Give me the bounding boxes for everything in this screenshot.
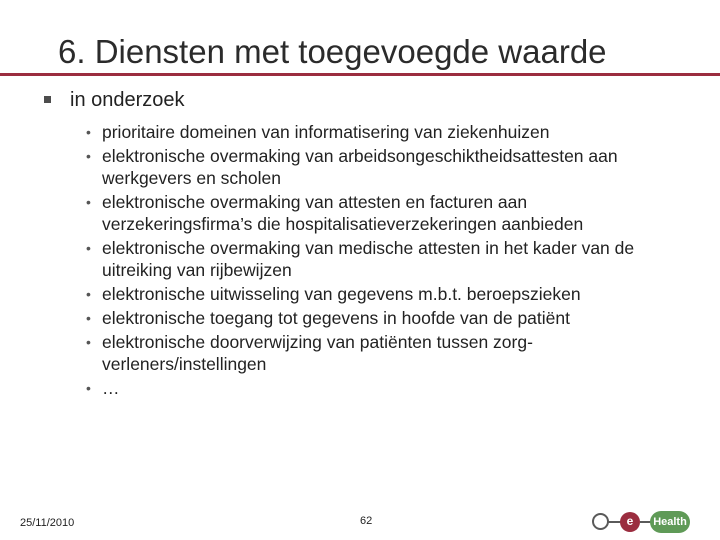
list-item-text: elektronische doorverwijzing van patiënten tussen zorg-verleners/instellingen — [102, 332, 533, 374]
bullet-dot-icon: • — [86, 380, 91, 396]
list-item-text: elektronische overmaking van attesten en facturen aan verzekeringsfirma’s die hospitalisatieverzekeringen aanbieden — [102, 192, 584, 234]
list-item — [86, 145, 682, 189]
list-item — [86, 191, 682, 235]
list-item-text: prioritaire domeinen van informatisering van ziekenhuizen — [102, 122, 550, 142]
square-bullet-icon — [44, 96, 51, 103]
bullet-dot-icon: • — [86, 240, 91, 256]
list-item-text: elektronische toegang tot gegevens in hoofde van de patiënt — [102, 308, 570, 328]
ehealth-logo — [590, 507, 690, 537]
bullet-dot-icon: • — [86, 310, 91, 326]
bullet-dot-icon: • — [86, 148, 91, 164]
logo-health-pill: Health — [650, 511, 690, 533]
page-number: 62 — [360, 515, 373, 527]
level1-text: in onderzoek — [70, 89, 185, 111]
footer-date: 25/11/2010 — [20, 517, 75, 529]
logo-e-badge: e — [620, 512, 640, 532]
bullet-dot-icon: • — [86, 124, 91, 140]
slide-title: 6. Diensten met toegevoegde waarde — [58, 33, 607, 70]
list-item — [86, 307, 682, 329]
bullet-dot-icon: • — [86, 286, 91, 302]
bullet-list — [86, 121, 682, 401]
level1-bullet — [44, 88, 185, 112]
list-item — [86, 331, 682, 375]
bullet-dot-icon: • — [86, 194, 91, 210]
list-item-text: … — [102, 378, 120, 398]
list-item — [86, 377, 682, 399]
list-item-text: elektronische uitwisseling van gegevens m.b.t. beroepszieken — [102, 284, 581, 304]
ring-icon — [592, 513, 609, 530]
list-item-text: elektronische overmaking van arbeidsongeschiktheidsattesten aan werkgevers en scholen — [102, 146, 618, 188]
title-divider — [0, 73, 720, 76]
list-item — [86, 283, 682, 305]
list-item-text: elektronische overmaking van medische attesten in het kader van de uitreiking van rijbewijzen — [102, 238, 635, 280]
list-item — [86, 121, 682, 143]
bullet-dot-icon: • — [86, 334, 91, 350]
list-item — [86, 237, 682, 281]
